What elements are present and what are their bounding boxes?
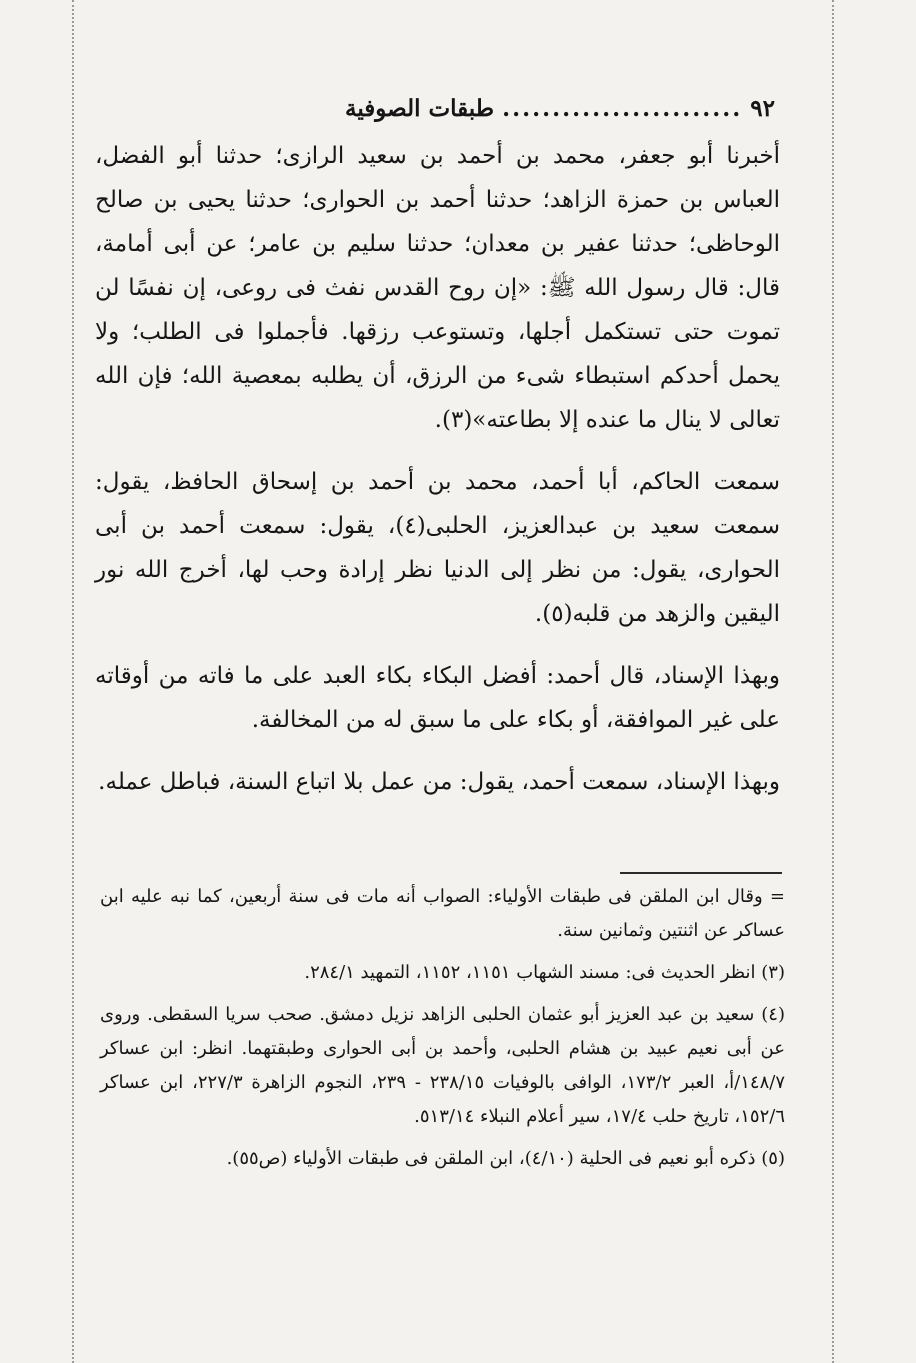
footnote-4: (٤) سعيد بن عبد العزيز أبو عثمان الحلبى الزاهد نزيل دمشق. صحب سريا السقطى. وروى عن أبى نعيم عبيد بن هشام الحلبى، وأحمد بن أبى الحوارى وطبقتهما. انظر: ابن عساكر ١٤٨/٧/أ، العبر ١٧٣/٢، الوافى بالوفيات ٢٣٨/١٥ - ٢٣٩، النجوم الزاهرة ٢٢٧/٣، ابن عساكر ١٥٢/٦، تاريخ حلب ١٧/٤، سير أعلام النبلاء ٥١٣/١٤. [100,1004,785,1127]
running-header [95,92,775,126]
main-text [95,134,780,822]
paragraph-1: أخبرنا أبو جعفر، محمد بن أحمد بن سعيد الرازى؛ حدثنا أبو الفضل، العباس بن حمزة الزاهد؛ حدثنا أحمد بن الحوارى؛ حدثنا يحيى بن صالح الوحاظى؛ حدثنا عفير بن معدان؛ حدثنا سليم بن عامر؛ عن أبى أمامة، قال: قال رسول الله ﷺ: «إن روح القدس نفث فى روعى، إن نفسًا لن تموت حتى تستكمل أجلها، وتستوعب رزقها. فأجملوا فى الطلب؛ ولا يحمل أحدكم استبطاء شىء من الرزق، أن يطلبه بمعصية الله؛ فإن الله تعالى لا ينال ما عنده إلا بطاعته»(٣). [95,143,780,433]
page-edge-line-right [832,0,834,1363]
page-number: ٩٢ [750,95,775,122]
header-dot-leader: ........................ [502,95,743,122]
page-edge-line-left [72,0,74,1363]
footnote-continuation: = وقال ابن الملقن فى طبقات الأولياء: الصواب أنه مات فى سنة أربعين، كما نبه عليه ابن عساكر عن اثنتين وثمانين سنة. [100,886,785,941]
footnote-3: (٣) انظر الحديث فى: مسند الشهاب ١١٥١، ١١٥٢، التمهيد ٢٨٤/١. [304,962,785,983]
running-title: طبقات الصوفية [345,95,495,122]
footnote-separator [620,872,782,874]
paragraph-4: وبهذا الإسناد، سمعت أحمد، يقول: من عمل بلا اتباع السنة، فباطل عمله. [98,769,780,795]
footnotes [100,880,785,1184]
paragraph-2: سمعت الحاكم، أبا أحمد، محمد بن أحمد بن إسحاق الحافظ، يقول: سمعت سعيد بن عبدالعزيز، الحلبى(٤)، يقول: سمعت أحمد بن أبى الحوارى، يقول: من نظر إلى الدنيا نظر إرادة وحب لها، أخرج الله نور اليقين والزهد من قلبه(٥). [95,469,780,627]
footnote-5: (٥) ذكره أبو نعيم فى الحلية (٤/١٠)، ابن الملقن فى طبقات الأولياء (ص٥٥). [226,1148,785,1169]
paragraph-3: وبهذا الإسناد، قال أحمد: أفضل البكاء بكاء العبد على ما فاته من أوقاته على غير الموافقة، أو بكاء على ما سبق له من المخالفة. [95,663,780,733]
